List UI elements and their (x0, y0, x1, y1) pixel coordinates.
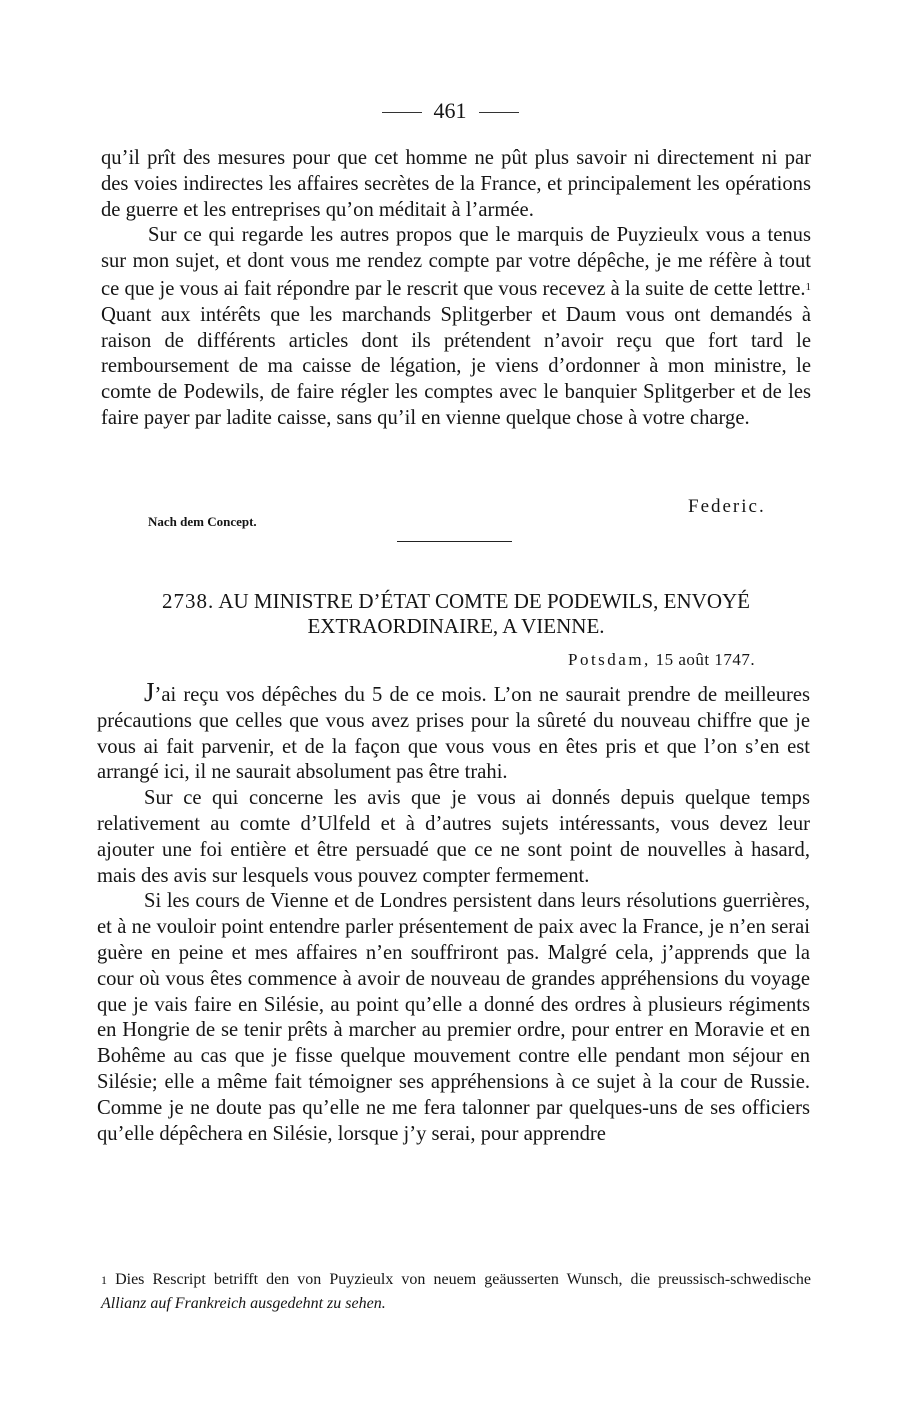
initial-letter: J (144, 677, 155, 707)
footnote-italic-text: Allianz auf Frankreich ausgedehnt zu sehen. (101, 1295, 386, 1312)
paragraph-text: Sur ce qui regarde les autres propos que le marquis de Puyzieulx vous a tenus sur mon sujet, et dont vous me rendez compte par votre dépêche, je me réfère à tout ce que je vous ai fait répondre par le rescrit que vous recevez à la suite de cette lettre. (101, 224, 811, 300)
dateline (568, 650, 755, 670)
left-dash (382, 112, 422, 113)
footnote-text: Dies Rescript betrifft den von Puyzieulx von neuem geäusserten Wunsch, die preussisch-schwedische (107, 1271, 811, 1288)
letter-number: 2738. (162, 589, 215, 613)
paragraph (101, 223, 811, 431)
signature: Federic. (688, 496, 766, 517)
letter-body (97, 677, 810, 1147)
right-dash (479, 112, 519, 113)
paragraph: Sur ce qui concerne les avis que je vous ai donnés depuis quelque temps relativement au comte d’Ulfeld et à d’autres sujets intéressants, vous devez leur ajouter une foi entière et être persuadé que ce ne sont point de nouvelles à hasard, mais des avis sur lesquels vous pouvez compter fermement. (97, 787, 810, 887)
date: 15 août 1747. (655, 650, 756, 669)
heading-line: EXTRAORDINAIRE, A VIENNE. (307, 614, 605, 638)
paragraph-text: Quant aux intérêts que les marchands Splitgerber et Daum vous ont demandés à raison de différents articles dont ils prétendent n’avoir reçu que fort tard le remboursement de ma caisse de légation, je viens d’ordonner à mon ministre, le comte de Podewils, de faire régler les comptes avec le banquier Splitgerber et de les faire payer par ladite caisse, sans qu’il en vienne quelque chose à votre charge. (101, 303, 811, 429)
letter-heading (101, 589, 811, 639)
paragraph: qu’il prît des mesures pour que cet homme ne pût plus savoir ni directement ni par des voies indirectes les affaires secrètes de la France, et principalement les opérations de guerre et les entreprises qu’on méditait à l’armée. (101, 147, 811, 221)
page-number (0, 98, 900, 124)
footnote-reference: 1 (805, 280, 811, 293)
paragraph: Si les cours de Vienne et de Londres persistent dans leurs résolutions guerrières, et à ne vouloir point entendre parler présentement de paix avec la France, je n’en serai guère en peine et mes affaires n’en souffriront pas. Malgré cela, j’apprends que la cour où vous êtes commence à avoir de nouveau de grandes appréhensions du voyage que je vais faire en Silésie, au point qu’elle a donné des ordres à plusieurs régiments en Hongrie de se tenir prêts à marcher au premier ordre, pour entrer en Moravie et en Bohême au cas que je fisse quelque mouvement contre elle pendant mon séjour en Silésie; elle a même fait témoigner ses appréhensions à ce sujet à la cour de Russie. Comme je ne doute pas qu’elle ne me fera talonner par quelques-uns de ses officiers qu’elle dépêchera en Silésie, lorsque j’y serai, pour apprendre (97, 890, 810, 1145)
paragraph (97, 677, 810, 786)
letter-continuation (101, 146, 811, 432)
heading-text: AU MINISTRE D’ÉTAT COMTE DE PODEWILS, ENVOYÉ (218, 589, 750, 613)
footnote-mark: 1 (101, 1273, 107, 1287)
footnote (101, 1268, 811, 1315)
paragraph-text: ’ai reçu vos dépêches du 5 de ce mois. L’on ne saurait prendre de meilleures précautions que celles que vous avez prises pour la sûreté du nouveau chiffre que je vous ai fait parvenir, et de la façon que vous vous en êtes pris et que l’on s’en est arrangé ici, il ne saurait absolument pas être trahi. (97, 684, 810, 784)
heading-line (101, 589, 811, 614)
section-divider (397, 541, 512, 542)
page-number-value: 461 (433, 98, 467, 123)
date-place: Potsdam, (568, 650, 651, 669)
source-note: Nach dem Concept. (148, 514, 257, 529)
